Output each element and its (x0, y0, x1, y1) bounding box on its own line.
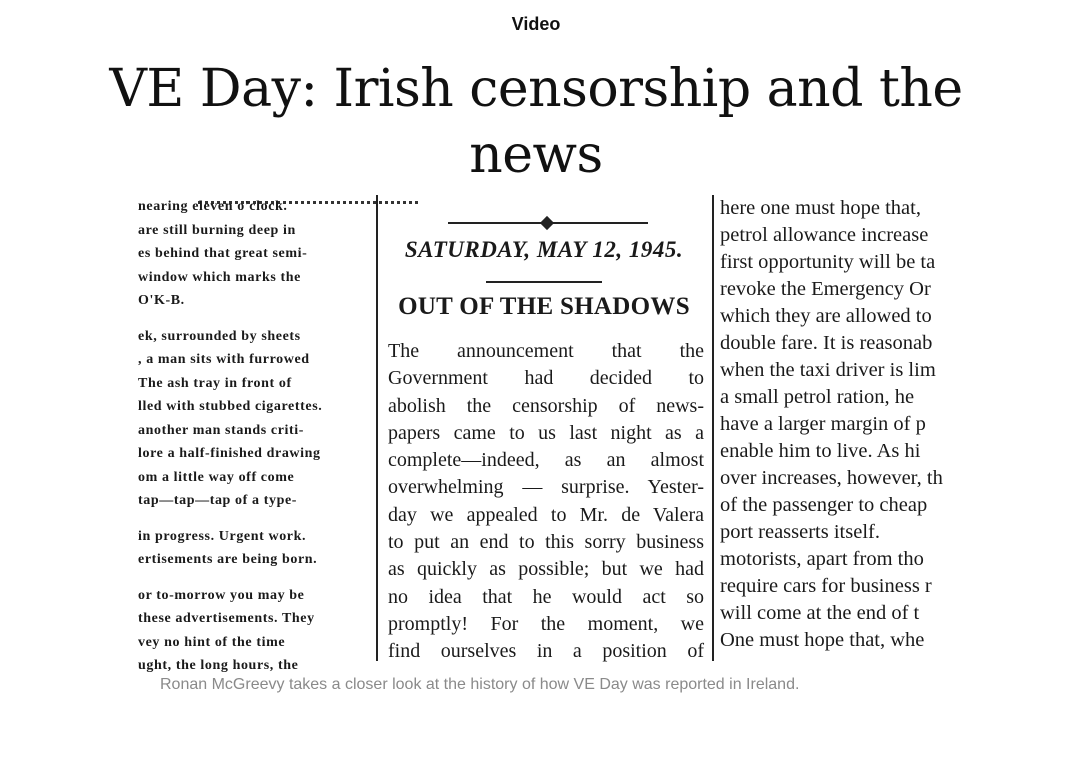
newspaper-line: here one must hope that, (720, 197, 921, 219)
newspaper-line: as quickly as possible; but we had (388, 558, 704, 581)
newspaper-line: om a little way off come (138, 469, 295, 485)
newspaper-line: O'K-B. (138, 293, 185, 308)
newspaper-line: or to-morrow you may be (138, 587, 305, 603)
newspaper-line: when the taxi driver is lim (720, 359, 936, 381)
newspaper-line: find ourselves in a position of (388, 640, 704, 663)
newspaper-line: revoke the Emergency Or (720, 278, 931, 300)
video-caption: Ronan McGreevy takes a closer look at the history of how VE Day was reported in Ireland. (160, 676, 800, 693)
newspaper-right-column (720, 195, 980, 661)
editorial-body (388, 338, 704, 666)
newspaper-line: port reasserts itself. (720, 521, 880, 543)
newspaper-line: window which marks the (138, 269, 301, 285)
newspaper-line: motorists, apart from tho (720, 548, 924, 570)
newspaper-line: The ash tray in front of (138, 375, 292, 391)
page-title: VE Day: Irish censorship and the news (109, 59, 963, 185)
newspaper-line: lled with stubbed cigarettes. (138, 399, 323, 414)
newspaper-line: which they are allowed to (720, 305, 932, 327)
newspaper-line: complete—indeed, as an almost (388, 449, 704, 472)
newspaper-left-column (138, 195, 338, 673)
short-rule (486, 281, 602, 283)
section-kicker[interactable]: Video (511, 14, 561, 34)
newspaper-line: promptly! For the moment, we (388, 612, 704, 635)
newspaper-line: require cars for business r (720, 575, 932, 597)
newspaper-line: Government had decided to (388, 367, 704, 390)
newspaper-line: One must hope that, whe (720, 629, 925, 651)
editorial-title: OUT OF THE SHADOWS (398, 293, 690, 320)
newspaper-line: a small petrol ration, he (720, 386, 915, 408)
newspaper-line: of the passenger to cheap (720, 494, 928, 516)
video-player[interactable] (138, 195, 970, 673)
newspaper-line: no idea that he would act so (388, 585, 704, 608)
newspaper-line: petrol allowance increase (720, 224, 929, 246)
newspaper-line: to put an end to this sorry business (388, 531, 704, 554)
newspaper-line: ught, the long hours, the (138, 658, 299, 673)
newspaper-line: first opportunity will be ta (720, 251, 936, 273)
paragraph-gap (138, 313, 338, 325)
newspaper-line: tap—tap—tap of a type- (138, 493, 298, 508)
newspaper-dateline: SATURDAY, MAY 12, 1945. (404, 237, 684, 262)
paragraph-gap (138, 572, 338, 584)
newspaper-line: nearing eleven o'clock. (138, 199, 288, 214)
newspaper-line: lore a half-finished drawing (138, 446, 321, 461)
newspaper-line: over increases, however, th (720, 467, 943, 489)
newspaper-line: The announcement that the (388, 340, 704, 362)
newspaper-line: ertisements are being born. (138, 552, 318, 567)
newspaper-line: another man stands criti- (138, 422, 305, 438)
newspaper-line: will come at the end of t (720, 602, 920, 624)
newspaper-line: ek, surrounded by sheets (138, 328, 301, 344)
newspaper-line: have a larger margin of p (720, 413, 926, 435)
newspaper-line: day we appealed to Mr. de Valera (388, 503, 704, 526)
column-rule (376, 195, 378, 661)
column-rule (712, 195, 714, 661)
newspaper-editorial-column (384, 195, 704, 661)
newspaper-line: in progress. Urgent work. (138, 528, 307, 544)
ornament-rule (448, 217, 648, 229)
newspaper-line: , a man sits with furrowed (138, 352, 310, 367)
newspaper-line: vey no hint of the time (138, 634, 286, 650)
paragraph-gap (138, 513, 338, 525)
newspaper-line: these advertisements. They (138, 611, 315, 626)
newspaper-line: overwhelming — surprise. Yester- (388, 476, 704, 499)
newspaper-line: papers came to us last night as a (388, 421, 704, 444)
newspaper-line: enable him to live. As hi (720, 440, 921, 462)
newspaper-line: es behind that great semi- (138, 246, 308, 261)
newspaper-line: are still burning deep in (138, 222, 296, 238)
newspaper-line: abolish the censorship of news- (388, 394, 704, 417)
newspaper-line: double fare. It is reasonab (720, 332, 933, 354)
